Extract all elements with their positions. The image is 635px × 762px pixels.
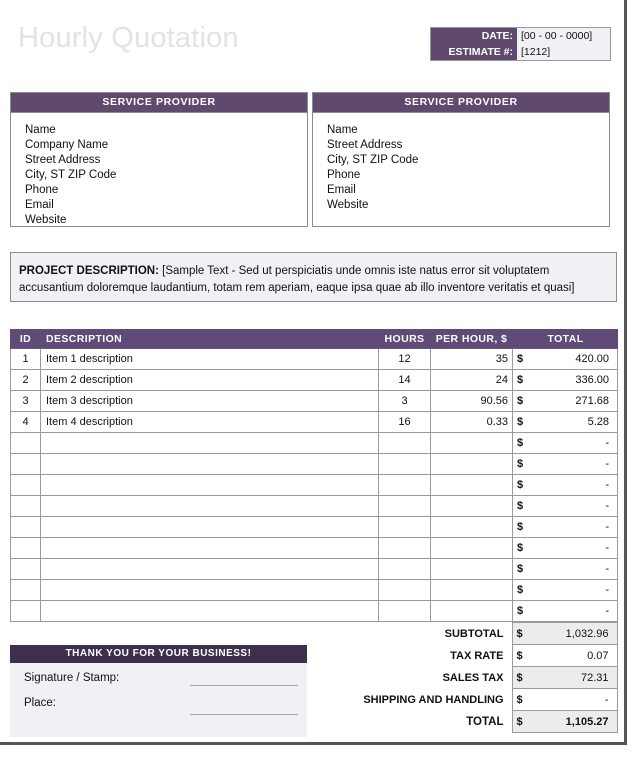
table-row: [11, 370, 618, 391]
thank-you-box: [10, 645, 307, 737]
cell-per-hour[interactable]: 24: [431, 370, 513, 391]
cell-per-hour[interactable]: 90.56: [431, 391, 513, 412]
table-row: [11, 496, 618, 517]
cell-total[interactable]: 5.28: [535, 412, 618, 433]
place-line[interactable]: [190, 714, 298, 715]
cell-hours[interactable]: 12: [379, 349, 431, 370]
table-row: [11, 433, 618, 454]
cell-description[interactable]: Item 3 description: [41, 391, 379, 412]
cell-currency: $: [513, 370, 535, 391]
provider-line[interactable]: Company Name: [25, 139, 109, 151]
service-provider-heading-left: SERVICE PROVIDER: [11, 93, 307, 113]
signature-line[interactable]: [190, 685, 298, 686]
cell-per-hour[interactable]: 0.33: [431, 412, 513, 433]
signature-fields: [10, 663, 307, 745]
totals-currency: $: [512, 689, 534, 711]
cell-currency: $: [513, 538, 535, 559]
service-provider-fields-left: [11, 113, 307, 228]
table-row: [11, 538, 618, 559]
cell-currency: $: [513, 601, 535, 622]
cell-per-hour[interactable]: [431, 538, 513, 559]
cell-total[interactable]: -: [535, 517, 618, 538]
signature-label: Signature / Stamp:: [24, 672, 120, 684]
cell-hours[interactable]: [379, 601, 431, 622]
cell-description[interactable]: [41, 517, 379, 538]
cell-per-hour[interactable]: [431, 496, 513, 517]
estimate-number-value[interactable]: [1212]: [517, 44, 610, 60]
totals-value[interactable]: 1,105.27: [534, 711, 617, 733]
provider-line[interactable]: Email: [25, 199, 54, 211]
totals-label: TAX RATE: [340, 645, 512, 667]
totals-row: [340, 689, 617, 711]
totals-row: [340, 645, 617, 667]
meta-row-date: [431, 28, 610, 44]
cell-description[interactable]: Item 4 description: [41, 412, 379, 433]
cell-id[interactable]: [11, 580, 41, 601]
cell-id[interactable]: [11, 559, 41, 580]
totals-label: SALES TAX: [340, 667, 512, 689]
project-description-body: [Sample Text - Sed ut perspiciatis unde omnis iste natus error sit voluptatem accusantium doloremque laudantium, totam rem aperiam, eaque ipsa quae ab illo inventore veritatis et quasi]: [19, 265, 575, 294]
provider-line[interactable]: Website: [327, 199, 369, 211]
cell-hours[interactable]: [379, 580, 431, 601]
date-value[interactable]: [00 - 00 - 0000]: [517, 28, 610, 44]
cell-total[interactable]: 271.68: [535, 391, 618, 412]
totals-label: SUBTOTAL: [340, 623, 512, 645]
cell-per-hour[interactable]: [431, 454, 513, 475]
cell-hours[interactable]: [379, 538, 431, 559]
totals-currency: $: [512, 645, 534, 667]
cell-total[interactable]: -: [535, 601, 618, 622]
cell-id[interactable]: [11, 538, 41, 559]
cell-hours[interactable]: [379, 433, 431, 454]
column-header-id: ID: [11, 330, 41, 349]
cell-currency: $: [513, 412, 535, 433]
cell-description[interactable]: Item 1 description: [41, 349, 379, 370]
column-header-hours: HOURS: [379, 330, 431, 349]
cell-currency: $: [513, 433, 535, 454]
project-description-label: PROJECT DESCRIPTION:: [19, 265, 159, 277]
totals-currency: $: [512, 667, 534, 689]
cell-id[interactable]: 2: [11, 370, 41, 391]
cell-per-hour[interactable]: [431, 559, 513, 580]
cell-id[interactable]: [11, 475, 41, 496]
meta-row-estimate: [431, 44, 610, 60]
provider-line[interactable]: Phone: [327, 169, 361, 181]
provider-line[interactable]: Email: [327, 184, 356, 196]
cell-description[interactable]: [41, 601, 379, 622]
cell-total[interactable]: 420.00: [535, 349, 618, 370]
cell-id[interactable]: [11, 496, 41, 517]
cell-total[interactable]: 336.00: [535, 370, 618, 391]
cell-per-hour[interactable]: [431, 475, 513, 496]
totals-currency: $: [512, 711, 534, 733]
cell-description[interactable]: Item 2 description: [41, 370, 379, 391]
provider-line[interactable]: Street Address: [327, 139, 403, 151]
cell-description[interactable]: [41, 538, 379, 559]
table-header-row: [11, 330, 618, 349]
cell-hours[interactable]: [379, 454, 431, 475]
provider-line[interactable]: City, ST ZIP Code: [25, 169, 117, 181]
cell-description[interactable]: [41, 433, 379, 454]
cell-description[interactable]: [41, 559, 379, 580]
project-description-box[interactable]: [10, 252, 617, 302]
cell-per-hour[interactable]: 35: [431, 349, 513, 370]
cell-hours[interactable]: [379, 496, 431, 517]
totals-row: [340, 667, 617, 689]
cell-per-hour[interactable]: [431, 433, 513, 454]
provider-line[interactable]: Name: [25, 124, 56, 136]
cell-id[interactable]: [11, 601, 41, 622]
table-row: [11, 349, 618, 370]
cell-hours[interactable]: [379, 475, 431, 496]
document-meta-box: [430, 27, 611, 61]
cell-description[interactable]: [41, 580, 379, 601]
table-row: [11, 517, 618, 538]
cell-total[interactable]: -: [535, 433, 618, 454]
cell-id[interactable]: [11, 454, 41, 475]
project-description-text: [19, 263, 606, 297]
column-header-description: DESCRIPTION: [41, 330, 379, 349]
service-provider-fields-right: [313, 113, 609, 213]
totals-value[interactable]: 1,032.96: [534, 623, 617, 645]
place-label: Place:: [24, 697, 56, 709]
cell-per-hour[interactable]: [431, 601, 513, 622]
column-header-total: TOTAL: [535, 330, 618, 349]
totals-value[interactable]: -: [534, 689, 617, 711]
line-items-header: [11, 330, 618, 349]
line-items-body: [11, 349, 618, 622]
table-row: [11, 391, 618, 412]
cell-description[interactable]: [41, 475, 379, 496]
cell-hours[interactable]: 3: [379, 391, 431, 412]
table-row: [11, 475, 618, 496]
column-header-total-currency: [513, 330, 535, 349]
table-row: [11, 601, 618, 622]
cell-total[interactable]: -: [535, 580, 618, 601]
provider-line[interactable]: Name: [327, 124, 358, 136]
totals-value[interactable]: 72.31: [534, 667, 617, 689]
cell-currency: $: [513, 580, 535, 601]
cell-per-hour[interactable]: [431, 517, 513, 538]
cell-total[interactable]: -: [535, 496, 618, 517]
thank-you-heading: THANK YOU FOR YOUR BUSINESS!: [10, 645, 307, 663]
cell-total[interactable]: -: [535, 454, 618, 475]
totals-row: [340, 623, 617, 645]
cell-currency: $: [513, 517, 535, 538]
totals-body: [340, 623, 617, 733]
cell-hours[interactable]: 16: [379, 412, 431, 433]
table-row: [11, 412, 618, 433]
cell-id[interactable]: 1: [11, 349, 41, 370]
service-provider-panel-right: [312, 92, 610, 227]
totals-currency: $: [512, 623, 534, 645]
cell-currency: $: [513, 475, 535, 496]
cell-id[interactable]: [11, 517, 41, 538]
totals-label: SHIPPING AND HANDLING: [340, 689, 512, 711]
cell-hours[interactable]: [379, 517, 431, 538]
provider-line[interactable]: Phone: [25, 184, 59, 196]
cell-currency: $: [513, 391, 535, 412]
cell-id[interactable]: [11, 433, 41, 454]
cell-hours[interactable]: [379, 559, 431, 580]
cell-total[interactable]: -: [535, 475, 618, 496]
cell-hours[interactable]: 14: [379, 370, 431, 391]
cell-total[interactable]: -: [535, 559, 618, 580]
cell-total[interactable]: -: [535, 538, 618, 559]
totals-label: TOTAL: [340, 711, 512, 733]
service-provider-panel-left: [10, 92, 308, 227]
cell-description[interactable]: [41, 496, 379, 517]
cell-currency: $: [513, 496, 535, 517]
cell-currency: $: [513, 454, 535, 475]
totals-table: [340, 622, 618, 733]
date-label: DATE:: [431, 28, 517, 44]
column-header-per-hour: PER HOUR, $: [431, 330, 513, 349]
cell-per-hour[interactable]: [431, 580, 513, 601]
cell-currency: $: [513, 349, 535, 370]
service-provider-heading-right: SERVICE PROVIDER: [313, 93, 609, 113]
cell-currency: $: [513, 559, 535, 580]
provider-line[interactable]: Street Address: [25, 154, 101, 166]
cell-id[interactable]: 4: [11, 412, 41, 433]
totals-row: [340, 711, 617, 733]
estimate-number-label: ESTIMATE #:: [431, 44, 517, 60]
table-row: [11, 580, 618, 601]
totals-value[interactable]: 0.07: [534, 645, 617, 667]
provider-line[interactable]: City, ST ZIP Code: [327, 154, 419, 166]
line-items-table: [10, 329, 618, 622]
table-row: [11, 454, 618, 475]
page-title: Hourly Quotation: [18, 22, 239, 54]
cell-id[interactable]: 3: [11, 391, 41, 412]
cell-description[interactable]: [41, 454, 379, 475]
table-row: [11, 559, 618, 580]
provider-line[interactable]: Website: [25, 214, 67, 226]
